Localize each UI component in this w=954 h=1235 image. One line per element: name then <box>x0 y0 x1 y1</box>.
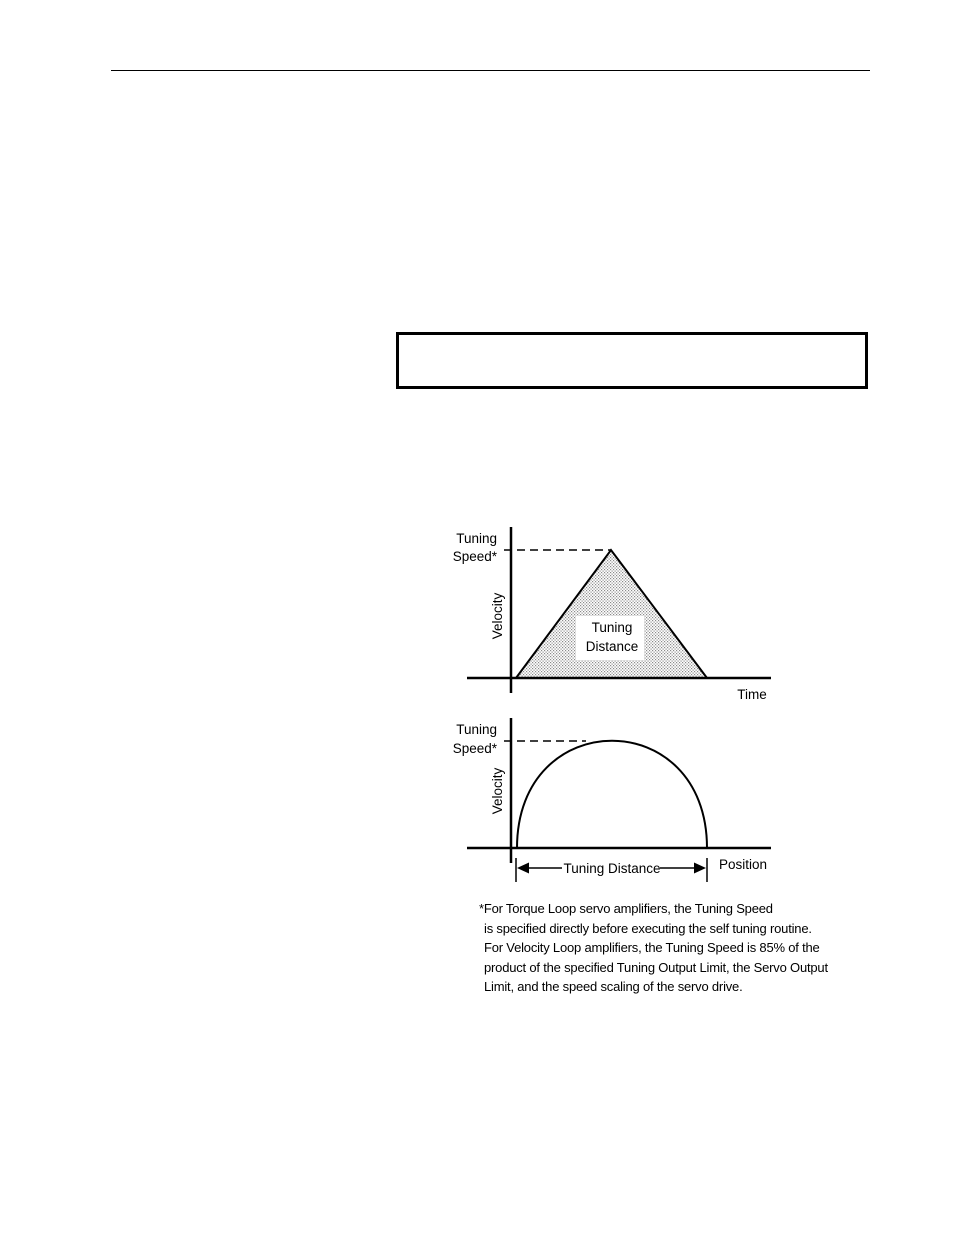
footnote-line: product of the specified Tuning Output Limit, the Servo Output <box>484 959 828 975</box>
span-arrow-right <box>694 863 706 874</box>
x-axis-label-position: Position <box>718 857 768 872</box>
semicircle-profile-line <box>517 741 707 848</box>
velocity-time-plot <box>453 527 771 702</box>
callout-box <box>396 332 868 389</box>
velocity-position-plot <box>453 718 771 882</box>
footnote-line: For Velocity Loop amplifiers, the Tuning Speed is 85% of the <box>484 940 820 955</box>
velocity-axis-label: Velocity <box>490 592 505 640</box>
velocity-axis-label: Velocity <box>490 767 505 815</box>
region-label-distance: Distance <box>585 639 639 654</box>
span-label-tuning-distance: Tuning Distance <box>563 861 661 876</box>
footnote-line: *For Torque Loop servo amplifiers, the Tuning Speed <box>479 901 773 916</box>
header-rule <box>111 70 870 71</box>
footnote-line: is specified directly before executing the self tuning routine. <box>484 920 812 936</box>
region-label-tuning: Tuning <box>591 620 633 635</box>
tuning-profile-diagram <box>430 515 830 905</box>
y-label-tuning: Tuning <box>456 722 497 737</box>
x-axis-label-time: Time <box>737 687 767 702</box>
diagram-footnote <box>479 899 839 997</box>
footnote-line: Limit, and the speed scaling of the servo drive. <box>484 979 743 994</box>
y-label-speed: Speed* <box>452 741 497 756</box>
span-arrow-left <box>517 863 529 874</box>
y-label-tuning: Tuning <box>456 531 497 546</box>
y-label-speed: Speed* <box>452 549 497 564</box>
